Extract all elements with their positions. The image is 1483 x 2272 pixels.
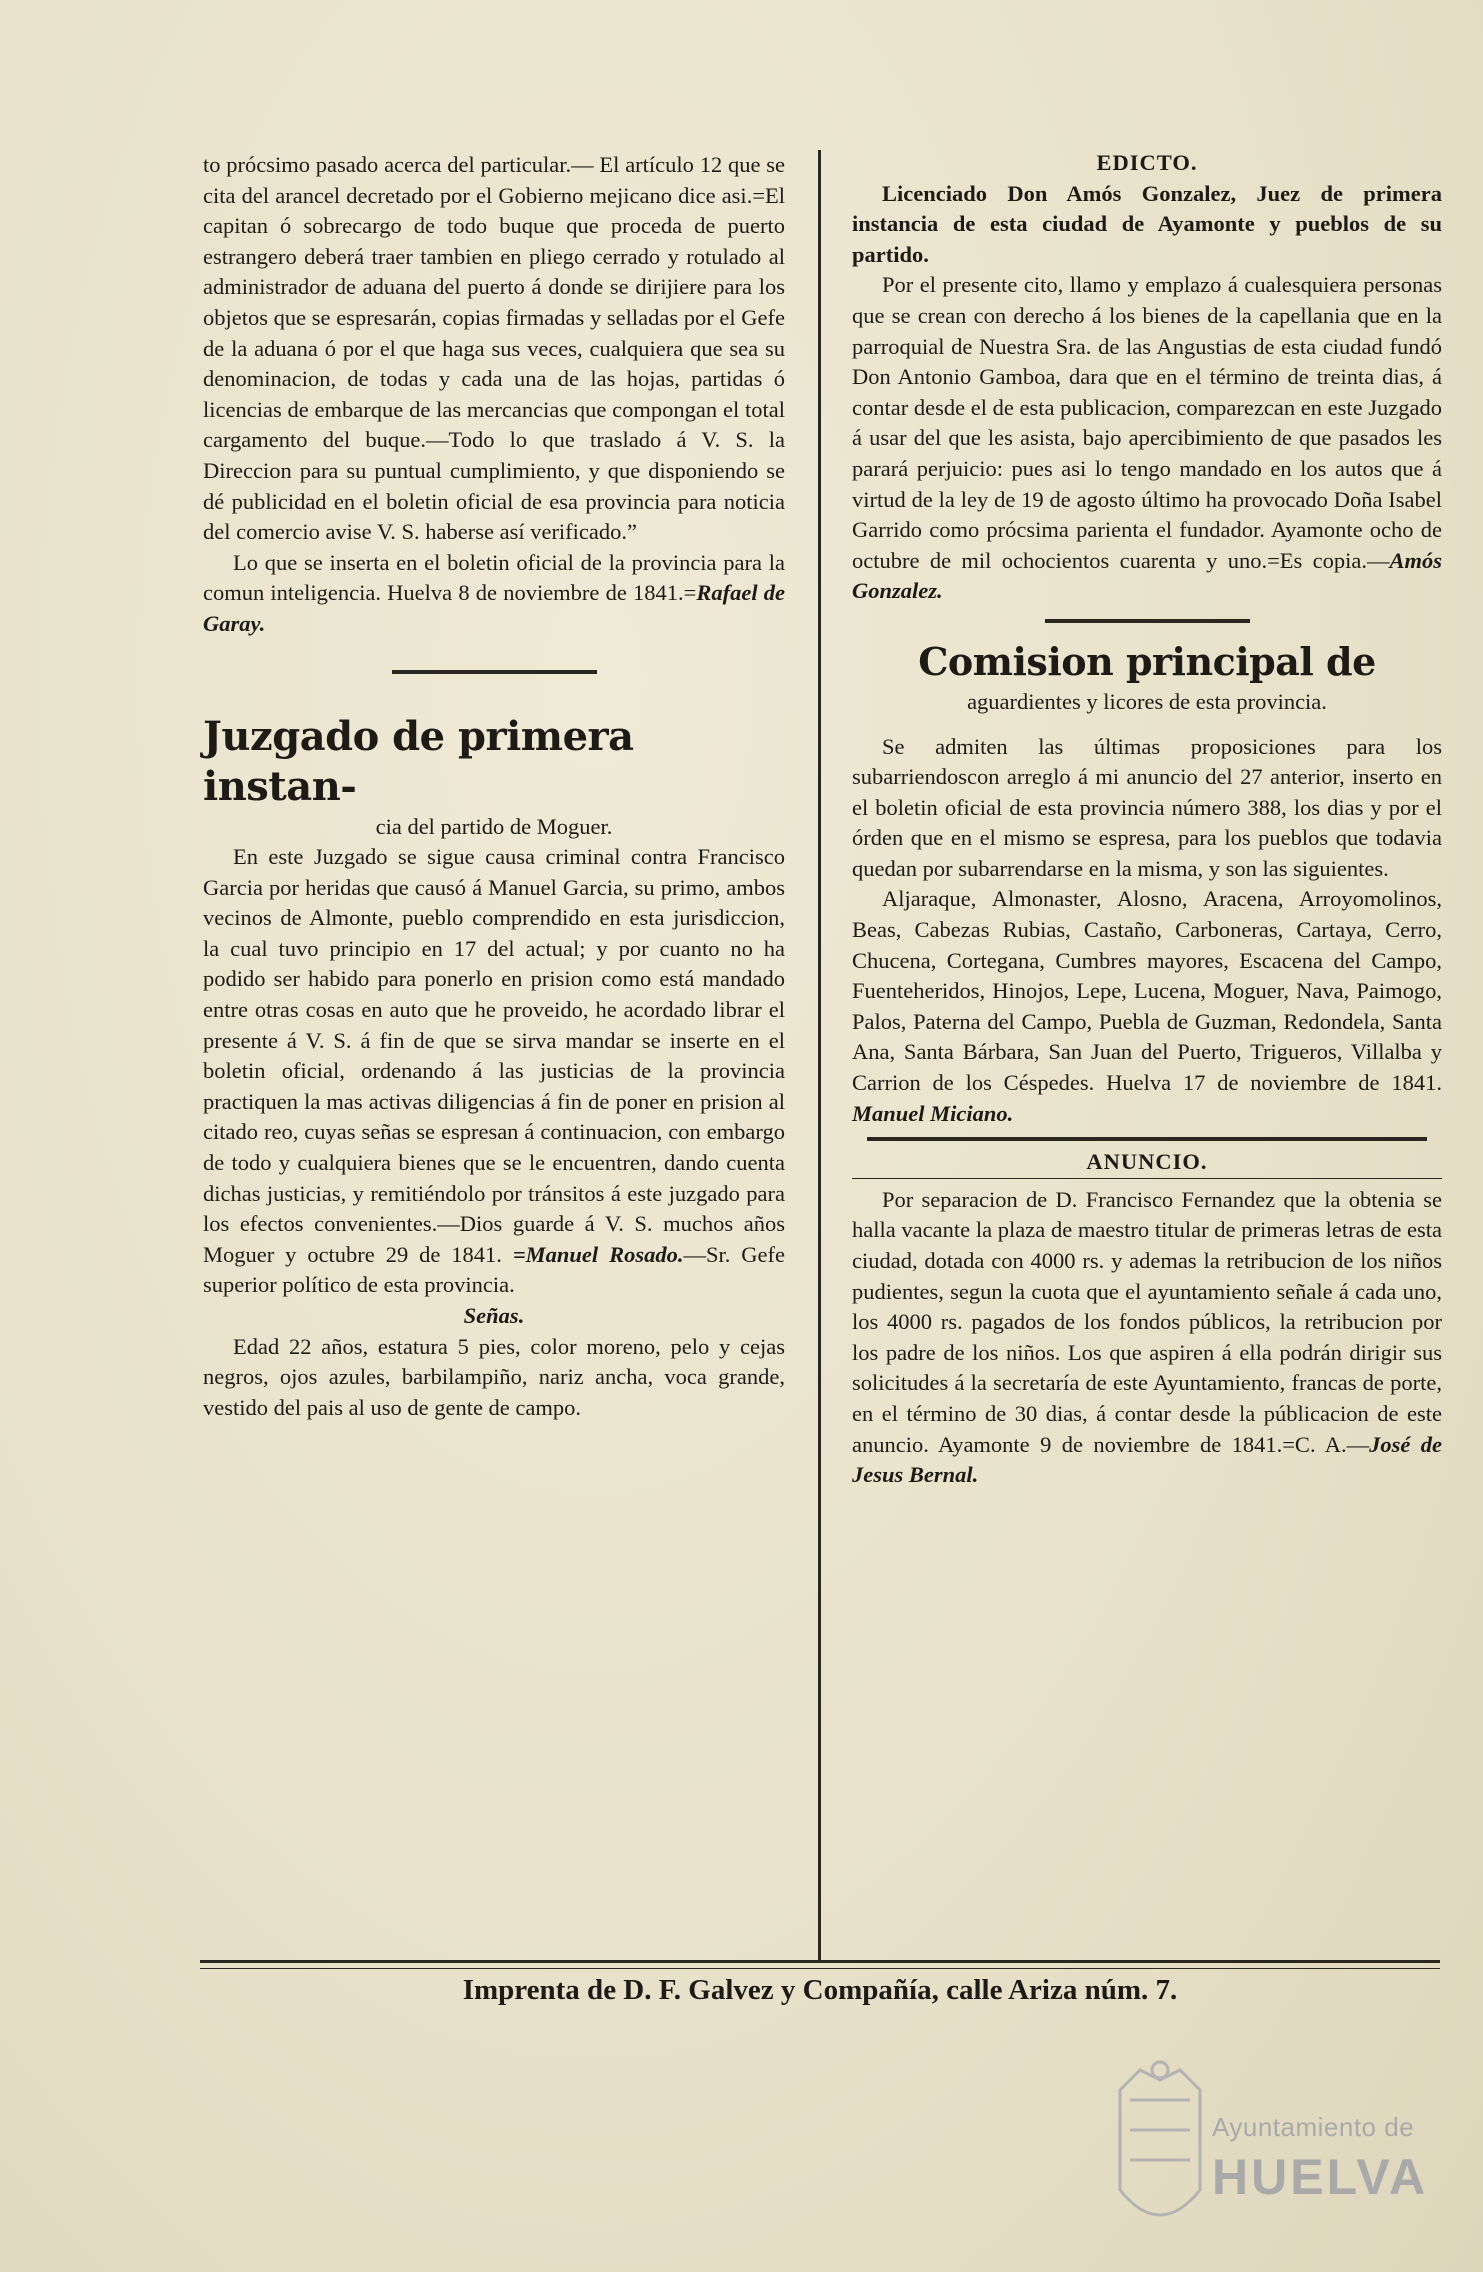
juzgado-body-tail: —Sr. Gefe superior político de esta provincia. xyxy=(203,1241,786,1298)
juzgado-subheading: cia del partido de Moguer. xyxy=(375,813,613,839)
article-continuation: to prócsimo pasado acerca del particular.— El artículo 12 que se cita del arancel decretado por el Gobierno mejicano dice asi.=El capitan ó sobrecargo de todo buque que proceda de puerto estrangero deberá traer tambien en pliego cerrado y rotulado al administrador de aduana del puerto á donde se dirijiere para los objetos que se espresarán, copias firmadas y selladas por el Gefe de la aduana ó por el que haga sus veces, cualquiera que sea su denominacion, de todas y cada una de las hojas, partidas ó licencias de embarque de las mercancias que compongan el total cargamento del buque.—Todo lo que traslado á V. S. la Direccion para su puntual cumplimiento, y que disponiendo se dé publicidad en el boletin oficial de esa provincia para noticia del comercio avise V. S. haberse así verificado.” xyxy=(203,152,785,545)
senas-body: Edad 22 años, estatura 5 pies, color moreno, pelo y cejas negros, ojos azules, barbilampiño, nariz ancha, voca grande, vestido del pais al uso de gente de campo. xyxy=(203,1333,785,1420)
edicto-body-text: Por el presente cito, llamo y emplazo á cualesquiera personas que se crean con derecho á los bienes de la capellania que en la parroquial de Nuestra Sra. de las Angustias de esta ciudad fundó Don Antonio Gamboa, dara que en el término de treinta dias, á contar desde el de esta publicacion, comparezcan en este Juzgado á usar del que les asista, bajo apercibimiento de que pasados les parará perjuicio: pues asi lo tengo mandado en los autos que á virtud de la ley de 19 de agosto último ha provocado Doña Isabel Garrido como prócsima parienta el fundador. Ayamonte ocho de octubre de mil ochocientos cuarenta y uno.=Es copia.— xyxy=(852,272,1442,573)
section-divider xyxy=(392,670,597,674)
signature-miciano: Manuel Miciano. xyxy=(852,1100,1014,1126)
section-divider-anuncio xyxy=(867,1137,1427,1141)
section-divider-right xyxy=(1045,619,1250,623)
anuncio-body xyxy=(852,1185,1442,1491)
comision-body: Se admiten las últimas proposiciones para los subarriendoscon arreglo á mi anuncio del 27 anterior, inserto en el boletin oficial de esta provincia número 388, los dias y por el órden que en el mismo se espresa, para los pueblos que todavia quedan por subarrendarse en la misma, y son las siguientes. xyxy=(852,733,1442,881)
watermark-line2: HUELVA xyxy=(1212,2149,1429,2205)
juzgado-body xyxy=(203,842,785,1301)
edicto-intro: Licenciado Don Amós Gonzalez, Juez de primera instancia de esta ciudad de Ayamonte y pueblos de su partido. xyxy=(852,180,1442,267)
senas-title: Señas. xyxy=(463,1303,525,1328)
printer-imprint: Imprenta de D. F. Galvez y Compañía, calle Ariza núm. 7. xyxy=(462,1974,1178,2006)
left-column xyxy=(203,150,785,1423)
insertion-note xyxy=(203,548,785,640)
anuncio-title: ANUNCIO. xyxy=(1086,1149,1208,1175)
comision-towns xyxy=(852,884,1442,1129)
signature-rosado: =Manuel Rosado. xyxy=(512,1241,684,1267)
footer-rule xyxy=(200,1960,1440,1969)
comision-towns-text: Aljaraque, Almonaster, Alosno, Aracena, Arroyomolinos, Beas, Cabezas Rubias, Castaño, Carboneras, Cartaya, Cerro, Chucena, Cortegana, Cumbres mayores, Escacena del Campo, Fuenteheridos, Hinojos, Lepe, Lucena, Moguer, Nava, Paimogo, Palos, Paterna del Campo, Puebla de Guzman, Redondela, Santa Ana, Santa Bárbara, San Juan del Puerto, Trigueros, Villalba y Carrion de los Céspedes. Huelva 17 de noviembre de 1841. xyxy=(852,886,1442,1096)
comision-heading: Comision principal de xyxy=(918,638,1376,684)
signature-gonzalez: Amós Gonzalez. xyxy=(852,547,1442,604)
anuncio-body-text: Por separacion de D. Francisco Fernandez que la obtenia se halla vacante la plaza de maestro titular de primeras letras de esta ciudad, dotada con 4000 rs. y ademas la retribucion de los niños pudientes, segun la cuota que el ayuntamiento señale á cada uno, los 4000 rs. pagados de los fondos públicos, la retribucion por los padre de los niños. Los que aspiren á ella podrán dirigir sus solicitudes á la secretaría de este Ayuntamiento, francas de porte, en el término de 30 dias, á contar desde la públicacion de este anuncio. Ayamonte 9 de noviembre de 1841.=C. A.— xyxy=(852,1186,1442,1457)
comision-subheading: aguardientes y licores de esta provincia. xyxy=(967,688,1327,714)
insertion-note-text: Lo que se inserta en el boletin oficial de la provincia para la comun inteligencia. Huelva 8 de noviembre de 1841.= xyxy=(203,549,785,606)
column-divider xyxy=(818,150,821,1960)
edicto-body xyxy=(852,270,1442,607)
signature-garay: Rafael de Garay. xyxy=(203,580,786,636)
signature-bernal: José de Jesus Bernal. xyxy=(852,1431,1442,1488)
anuncio-rule xyxy=(852,1178,1442,1179)
edicto-title: EDICTO. xyxy=(1096,150,1198,175)
juzgado-body-text: En este Juzgado se sigue causa criminal contra Francisco Garcia por heridas que causó á Manuel Garcia, su primo, ambos vecinos de Almonte, pueblo comprendido en esta jurisdiccion, la cual tuvo principio en 17 del actual; y por cuanto no ha podido ser habido para ponerlo en prision como está mandado entre otras cosas en auto que he proveido, he acordado librar el presente á V. S. á fin de que se sirva mandar se inserte en el boletin oficial, ordenando á las justicias de la provincia practiquen la mas activas diligencias á fin de poner en prision al citado reo, cuyas señas se espresan á continuacion, con embargo de todo y cualquiera bienes que se le encuentren, dando cuenta dichas justicias, y remitiéndolo por tránsitos á este juzgado para los efectos convenientes.—Dios guarde á V. S. muchos años Moguer y octubre 29 de 1841. xyxy=(203,844,785,1267)
watermark-line1: Ayuntamiento de xyxy=(1212,2112,1415,2142)
juzgado-heading: Juzgado de primera instan- xyxy=(203,712,634,810)
right-column xyxy=(852,148,1442,1491)
